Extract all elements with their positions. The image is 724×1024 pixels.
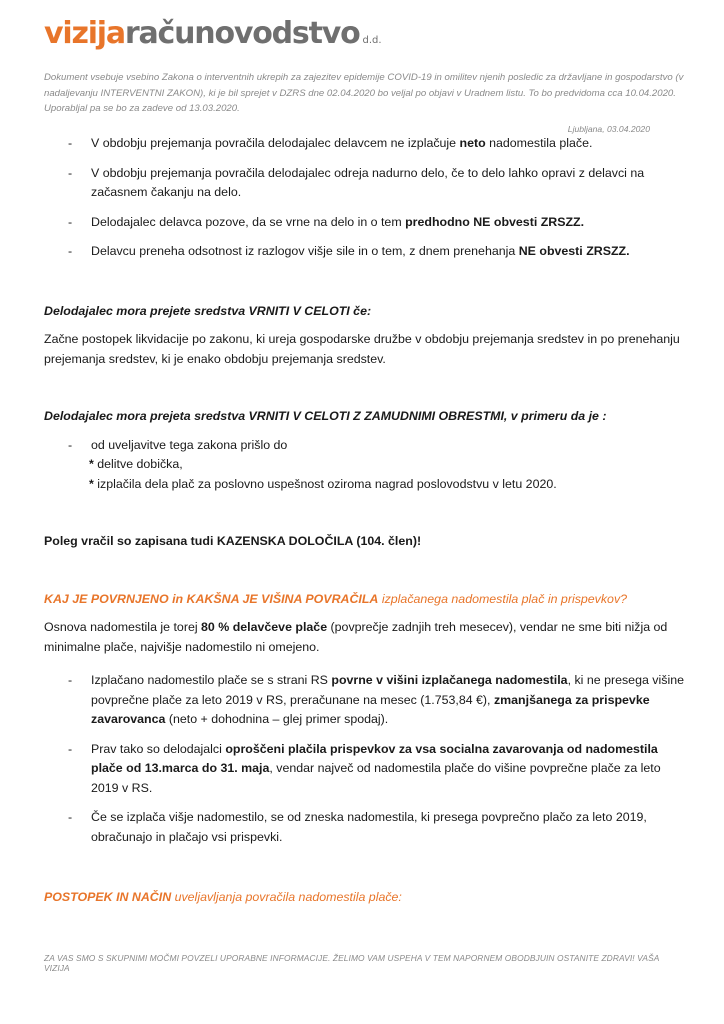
- footer-note: ZA VAS SMO S SKUPNIMI MOČMI POVZELI UPORABNE INFORMACIJE. ŽELIMO VAM USPEHA V TEM NAPORNEM OBODBJUIN OSTANITE ZDRAVI! VAŠA VIZIJA: [44, 953, 660, 973]
- star-marker: *: [89, 476, 94, 491]
- section-paragraph-liquidation: Začne postopek likvidacije po zakonu, ki ureja gospodarske družbe v obdobju prejemanja sredstev in po prenehanju prejemanja sredstev, ki je enako obdobju prejemanja sredstev.: [44, 332, 680, 366]
- logo-part-dd: d.d.: [362, 35, 382, 46]
- bullet-item: [44, 671, 684, 730]
- heading-rest: izplačanega nadomestila plač in prispevkov?: [378, 591, 628, 606]
- heading-bold: POSTOPEK IN NAČIN: [44, 890, 172, 904]
- bullet-dash: -: [68, 136, 73, 150]
- logo-part-vizija: vizija: [44, 16, 125, 51]
- bullet-text: od uveljavitve tega zakona prišlo do: [91, 437, 288, 452]
- bullet-dash: -: [68, 165, 73, 180]
- section-heading-refund: [44, 590, 684, 610]
- company-logo: [44, 16, 382, 52]
- bullet-text-end: (neto + dohodnina – glej primer spodaj).: [165, 712, 389, 726]
- bullet-bold-text: povrne v višini izplačanega nadomestila: [331, 673, 568, 687]
- section-heading-return-interest: Delodajalec mora prejeta sredstva VRNITI V CELOTI Z ZAMUDNIMI OBRESTMI, v primeru da je :: [44, 409, 607, 423]
- bullet-dash: -: [68, 741, 73, 756]
- penalty-note: Poleg vračil so zapisana tudi KAZENSKA DOLOČILA (104. člen)!: [44, 534, 422, 548]
- sub-item-profit: [44, 455, 684, 475]
- bullet-item: [44, 242, 684, 262]
- sub-item-bonus: [44, 475, 684, 495]
- heading-bold: KAJ JE POVRNJENO in KAKŠNA JE VIŠINA POVRAČILA: [44, 591, 379, 606]
- bullet-dash: -: [68, 810, 73, 824]
- bullet-bold-text: oproščeni plačila prispevkov za vsa socialna zavarovanja od nadomestila plače od 13.marca do 31. maja: [91, 741, 658, 775]
- section-heading-return: Delodajalec mora prejete sredstva VRNITI V CELOTI če:: [44, 303, 372, 318]
- document-date: Ljubljana, 03.04.2020: [567, 124, 650, 134]
- sub-item-text: izplačila dela plač za poslovno uspešnost oziroma nagrad poslovodstvu v letu 2020.: [93, 476, 557, 491]
- bullet-text-end: , vendar največ od nadomestila plače do višine povprečne plače za leto 2019 v RS.: [91, 761, 661, 795]
- bullet-item: [44, 808, 684, 847]
- bullet-dash: -: [68, 437, 73, 452]
- section-heading-procedure: [44, 890, 402, 904]
- bullet-dash: -: [68, 214, 73, 229]
- bullet-text: V obdobju prejemanja povračila delodajalec delavcem ne izplačuje: [91, 136, 460, 150]
- star-marker: *: [89, 457, 94, 471]
- bullet-text: Delavcu preneha odsotnost iz razlogov višje sile in o tem, z dnem prenehanja: [91, 244, 519, 258]
- section-paragraph-basis: [44, 618, 684, 657]
- sub-item-text: delitve dobička,: [93, 457, 183, 471]
- bullet-item: [44, 740, 684, 799]
- bullet-text: Če se izplača višje nadomestilo, se od zneska nadomestila, ki presega povprečno plačo za leto 2019, obračunajo in plačajo vsi prispevki.: [91, 810, 647, 844]
- bullet-item: [44, 134, 684, 154]
- logo-part-racunovodstvo: računovodstvo: [124, 16, 360, 51]
- bullet-text: V obdobju prejemanja povračila delodajalec odreja nadurno delo, če to delo lahko opravi z delavci na začasnem čakanju na delo.: [91, 165, 645, 199]
- bullet-bold-text: neto: [459, 136, 486, 150]
- bullet-dash: -: [68, 244, 73, 258]
- bullet-text-end: nadomestila plače.: [485, 136, 593, 150]
- bullet-item: [44, 213, 684, 233]
- document-body: [44, 134, 684, 847]
- paragraph-text: Osnova nadomestila je torej: [44, 620, 202, 634]
- bullet-text: , ki ne presega višine povprečne plače za leto 2019 v RS, preračunane na mesec (1.753,84 €),: [91, 673, 684, 707]
- bullet-dash: -: [68, 673, 73, 687]
- bullet-bold-text: predhodno NE obvesti ZRSZZ.: [405, 214, 585, 229]
- bullet-item: [44, 436, 684, 456]
- bullet-text: Delodajalec delavca pozove, da se vrne na delo in o tem: [91, 214, 406, 229]
- bullet-text: Izplačano nadomestilo plače se s strani RS: [91, 673, 332, 687]
- bullet-text: Prav tako so delodajalci: [91, 741, 226, 756]
- bullet-bold-text: zmanjšanega za prispevke zavarovanca: [91, 692, 650, 726]
- paragraph-text-end: (povprečje zadnjih treh mesecev), vendar ne sme biti nižja od minimalne plače, najvišje nadomestilo ni omejeno.: [44, 620, 668, 654]
- heading-rest: uveljavljanja povračila nadomestila plače:: [171, 890, 402, 904]
- disclaimer-text: Dokument vsebuje vsebino Zakona o interventnih ukrepih za zajezitev epidemije COVID-19 in omilitev njenih posledic za državljane in gospodarstvo (v nadaljevanju INTERVENTNI ZAKON), ki je bil sprejet v DZRS dne 02.04.2020 bo veljal po objavi v Uradnem listu. To bo predvidoma cca 10.04.2020. Uporabljal pa se bo za zadeve od 13.03.2020.: [44, 72, 684, 114]
- paragraph-bold: 80 % delavčeve plače: [201, 620, 328, 634]
- bullet-item: [44, 164, 684, 203]
- bullet-bold-text: NE obvesti ZRSZZ.: [518, 244, 630, 258]
